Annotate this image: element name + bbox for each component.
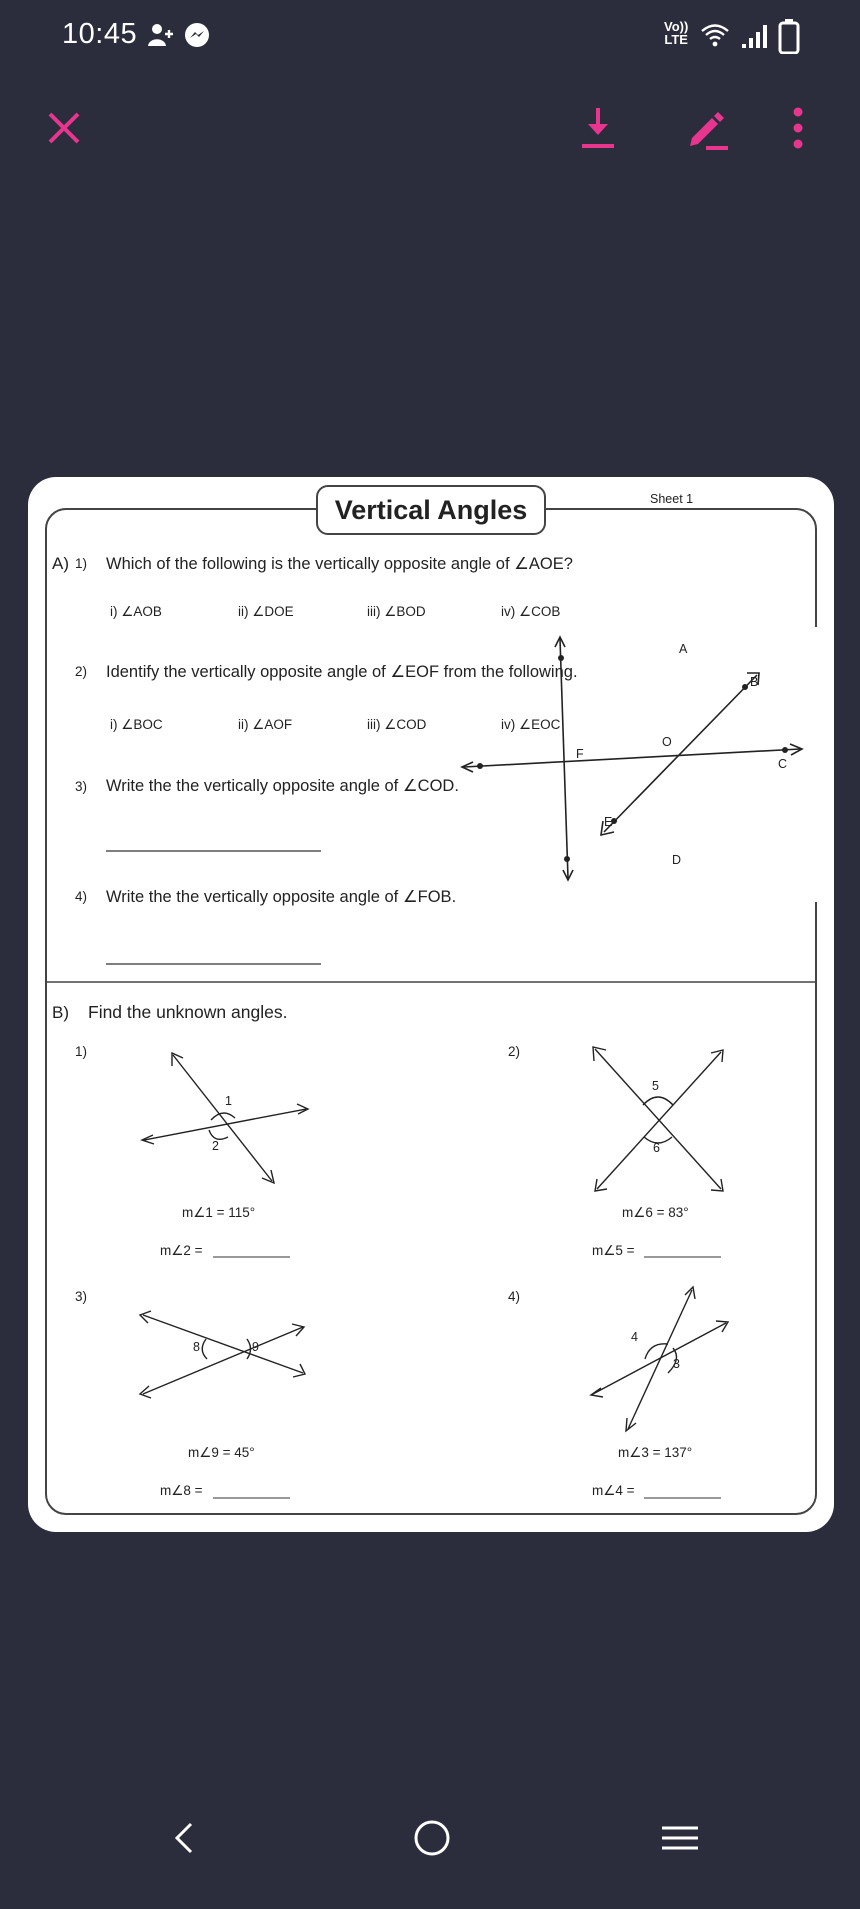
problem-3-given: m∠9 = 45°	[188, 1445, 255, 1460]
home-button[interactable]	[402, 1808, 462, 1868]
q4-number: 4)	[75, 889, 88, 904]
edit-icon	[684, 104, 732, 152]
q1-option-3: iii) ∠BOD	[367, 604, 426, 619]
recents-icon	[658, 1818, 702, 1858]
viewer-toolbar	[0, 100, 860, 180]
problem-3-number: 3)	[75, 1289, 88, 1304]
point-label-E: E	[604, 815, 613, 829]
point-label-B: B	[750, 675, 759, 689]
close-icon	[44, 108, 84, 148]
user-add-icon	[146, 22, 176, 53]
sectionB-heading: Find the unknown angles.	[88, 1002, 288, 1022]
recents-button[interactable]	[650, 1808, 710, 1868]
problem-4-angle-label-a: 4	[631, 1330, 638, 1344]
wifi-icon	[700, 22, 730, 53]
q2-option-1: i) ∠BOC	[110, 717, 163, 732]
back-icon	[169, 1818, 199, 1858]
more-vert-icon	[788, 104, 808, 152]
signal-icon	[740, 20, 770, 55]
volte-icon	[664, 20, 688, 46]
problem-4-angle-label-b: 3	[673, 1357, 680, 1371]
problem-4-given: m∠3 = 137°	[618, 1445, 693, 1460]
problem-3-angle-label-a: 8	[193, 1340, 200, 1354]
problem-1-angle-label-b: 2	[212, 1139, 219, 1153]
q1-option-1: i) ∠AOB	[110, 604, 162, 619]
clock: 10:45	[62, 18, 138, 50]
battery-icon	[778, 18, 800, 59]
point-label-C: C	[778, 757, 788, 771]
lte-label: LTE	[664, 32, 688, 47]
problem-2-number: 2)	[508, 1044, 521, 1059]
point-label-O: O	[662, 735, 672, 749]
problem-2-angle-label-a: 5	[652, 1079, 659, 1093]
problem-4-number: 4)	[508, 1289, 521, 1304]
q2-option-4: iv) ∠EOC	[501, 717, 561, 732]
download-button[interactable]	[570, 100, 626, 156]
problem-2-ask: m∠5 =	[592, 1243, 635, 1258]
worksheet-title: Vertical Angles	[316, 485, 546, 535]
q4-text: Write the the vertically opposite angle of ∠FOB.	[106, 888, 457, 906]
problem-1-number: 1)	[75, 1044, 88, 1059]
back-button[interactable]	[154, 1808, 214, 1868]
problem-2-angle-label-b: 6	[653, 1141, 660, 1155]
q1-option-2: ii) ∠DOE	[238, 604, 294, 619]
q2-option-3: iii) ∠COD	[367, 717, 427, 732]
sectionB-label: B)	[52, 1003, 69, 1022]
more-options-button[interactable]	[770, 100, 826, 156]
problem-4-ask: m∠4 =	[592, 1483, 635, 1498]
point-label-A: A	[679, 642, 688, 656]
q1-number: 1)	[75, 556, 88, 571]
messenger-icon	[184, 22, 210, 53]
point-label-F: F	[576, 747, 584, 761]
edit-button[interactable]	[680, 100, 736, 156]
q1-text: Which of the following is the vertically opposite angle of ∠AOE?	[106, 555, 573, 573]
status-bar	[0, 0, 860, 80]
system-navigation-bar	[0, 1790, 860, 1880]
problem-1-given: m∠1 = 115°	[182, 1205, 256, 1220]
sectionA-label: A)	[52, 554, 69, 573]
q2-option-2: ii) ∠AOF	[238, 717, 293, 732]
problem-1-ask: m∠2 =	[160, 1243, 203, 1258]
q3-text: Write the the vertically opposite angle of ∠COD.	[106, 777, 459, 795]
q2-number: 2)	[75, 664, 88, 679]
q3-number: 3)	[75, 779, 88, 794]
problem-3-ask: m∠8 =	[160, 1483, 203, 1498]
problem-2-given: m∠6 = 83°	[622, 1205, 689, 1220]
download-icon	[576, 104, 620, 152]
volte-label: Vo))	[664, 19, 689, 34]
problem-3-angle-label-b: 9	[252, 1340, 259, 1354]
point-label-D: D	[672, 853, 682, 867]
worksheet-image[interactable]	[28, 477, 834, 1532]
home-icon	[410, 1816, 454, 1860]
problem-1-angle-label-a: 1	[225, 1094, 232, 1108]
close-button[interactable]	[36, 100, 92, 156]
sheet-label: Sheet 1	[650, 492, 694, 506]
q1-option-4: iv) ∠COB	[501, 604, 561, 619]
q2-text: Identify the vertically opposite angle of ∠EOF from the following.	[106, 663, 578, 681]
